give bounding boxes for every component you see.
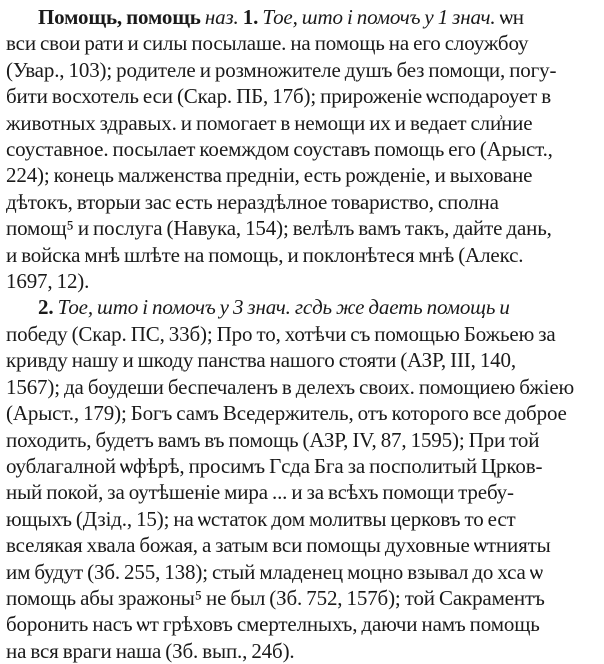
sense-2-line-10: вселякая хвала божая, а затым вси помощы духовные ѡтнияты [6,533,551,558]
sense-1-line-6: соуставное. посылает коемждом соуставъ помощь его (Арыст., [6,137,553,162]
sense-2-line-7: оублагалной ѡфѣрѣ, просимъ Гсда Бга за посполитый Црков- [6,453,543,478]
sense-1-definition: Тое, што і помочъ у 1 знач. [262,5,496,29]
sense-1-line-10: и войска мнѣ шлѣте на помощь, и поклонѣтеся мнѣ (Алекс. [6,242,524,267]
sense-1-line-8: дѣтокъ, вторыи зас есть нераздѣлное товариство, сполна [6,189,499,214]
sense-2-line-11: им будут (Зб. 255, 138); стый младенец моцно взывал до хса ѡ [6,559,543,584]
sense-1-line-4: бити восхотель еси (Скар. ПБ, 17б); прироженіе ѡсподароует в [6,84,551,109]
sense-2-line-8: ный покой, за оутѣшеніе мира ... и за всѣхъ помощи требу- [6,480,514,505]
sense-1-paragraph [6,4,598,294]
sense-1-first-line-tail: ѡн [499,5,524,29]
sense-2-line-14: на вся враги наша (Зб. вып., 24б). [6,638,295,663]
sense-1-line-3: (Увар., 103); родителе и розмножителе душъ без помощи, погу- [6,57,557,82]
sense-1-line-2: вси свои рати и силы посылаше. на помощь на его слоужбоу [6,31,529,56]
sense-2-line-6: походить, будетъ вамъ въ помощь (АЗР, IV, 87, 1595); При той [6,427,540,452]
sense-2-number: 2. [38,295,54,320]
sense-1-line-9: помощ⁵ и послуга (Навука, 154); велѣлъ вамъ такъ, дайте дань, [6,216,552,241]
sense-2-line-4: 1567); да боудеши беспечаленъ в делехъ своих. помощиею бжіею [6,374,575,399]
grammar-label: наз. [204,5,239,29]
entry-first-line [6,4,598,30]
sense-2-line-5: (Арыст., 179); Богъ самъ Вседержитель, отъ которого все доброе [6,401,567,426]
sense-1-line-7: 224); конець малженства предніи, есть рожденіе, и выховане [6,163,533,188]
dictionary-entry [6,4,598,664]
sense-2-line-2: победу (Скар. ПС, 33б); Про то, хотѣчи съ помощью Божьею за [6,321,556,346]
sense-2-line-9: ющыхъ (Дзід., 15); на ѡстаток дом молитвы церковъ то ест [6,506,516,531]
sense-1-number: 1. [242,5,259,29]
headword: Помощь, помощь [38,5,201,29]
sense-1-line-11: 1697, 12). [6,269,90,294]
sense-2-line-13: боронить насъ ѡт грѣховъ смертелныхъ, даючи намъ помощь [6,612,540,637]
sense-2-line-12: помощь абы зражоны⁵ не был (Зб. 752, 157б); той Сакраментъ [6,585,545,610]
sense-2-paragraph [6,294,598,664]
sense-2-definition: Тое, што і помочъ у 3 знач. гсдь же даеть помощь и [57,295,510,320]
sense-1-line-5: животных здравых. и помогает в немощи их и ведает сли͗ние [6,110,533,135]
sense-2-first-line [6,294,598,320]
sense-2-line-3: кривду нашу и шкоду панства нашого стояти (АЗР, III, 140, [6,348,516,373]
